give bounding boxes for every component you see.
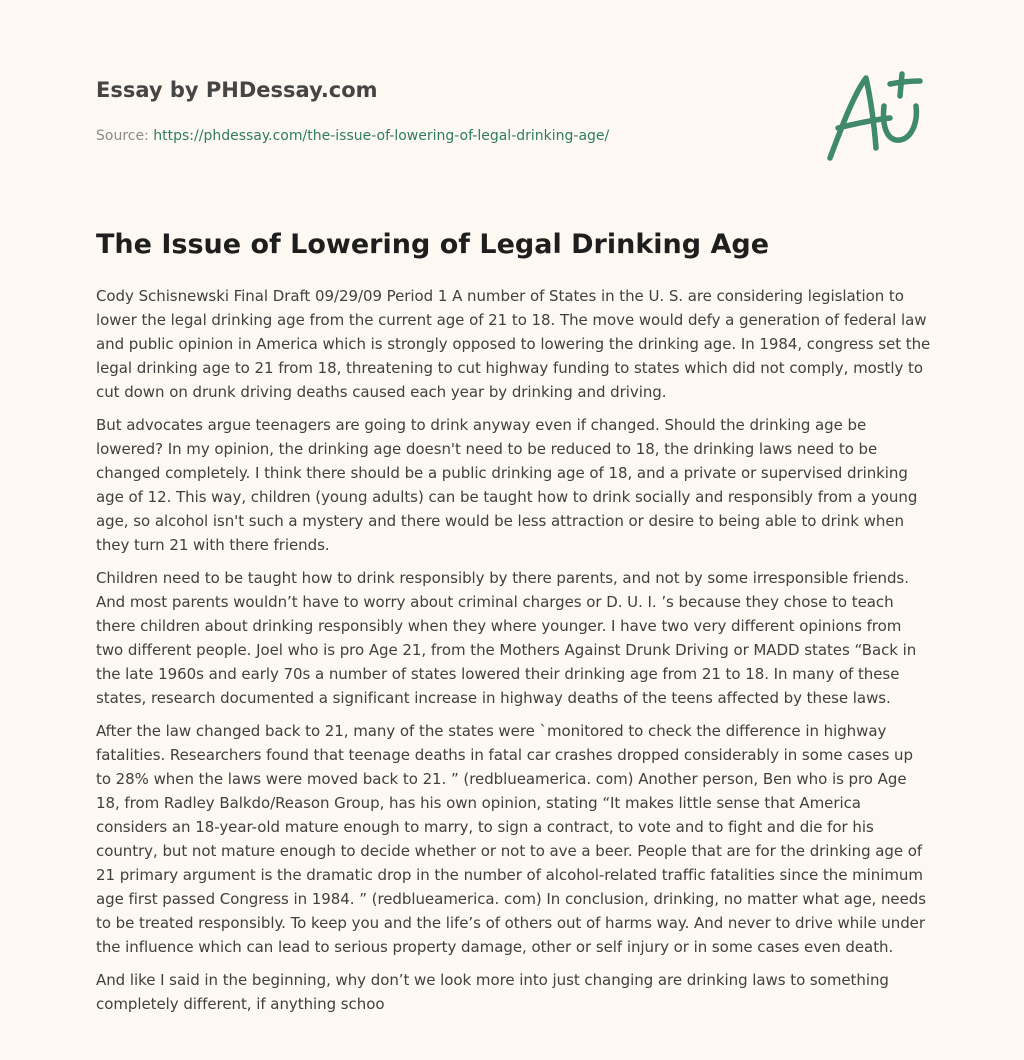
essay-body: [96, 284, 932, 1025]
source-link[interactable]: https://phdessay.com/the-issue-of-lowering-of-legal-drinking-age/: [153, 128, 610, 144]
essay-paragraph: After the law changed back to 21, many of the states were `monitored to check the difference in highway fatalities. Researchers found that teenage deaths in fatal car crashes dropped considerably in some cases up to 28% when the laws were moved back to 21. ” (redblueamerica. com) Another person, Ben who is pro Age 18, from Radley Balkdo/Reason Group, has his own opinion, stating “It makes little sense that America considers an 18-year-old mature enough to marry, to sign a contract, to vote and to fight and die for his country, but not mature enough to decide whether or not to ave a beer. People that are for the drinking age of 21 primary argument is the dramatic drop in the number of alcohol-related traffic fatalities since the minimum age first passed Congress in 1984. ” (redblueamerica. com) In conclusion, drinking, no matter what age, needs to be treated responsibly. To keep you and the life’s of others out of harms way. And never to drive while under the influence which can lead to serious property damage, other or self injury or in some cases even death.: [96, 722, 927, 956]
essay-paragraph: And like I said in the beginning, why don’t we look more into just changing are drinking laws to something completely different, if anything schoo: [96, 971, 889, 1013]
a-plus-logo-icon: [820, 66, 930, 166]
essay-paragraph: Children need to be taught how to drink responsibly by there parents, and not by some irresponsible friends. And most parents wouldn’t have to worry about criminal charges or D. U. I. ’s because they chose to teach there children about drinking responsibly when they where younger. I have two very different opinions from two different people. Joel who is pro Age 21, from the Mothers Against Drunk Driving or MADD states “Back in the late 1960s and early 70s a number of states lowered their drinking age from 21 to 18. In many of these states, research documented a significant increase in highway deaths of the teens affected by these laws.: [96, 569, 917, 707]
essay-paragraph: Cody Schisnewski Final Draft 09/29/09 Period 1 A number of States in the U. S. are considering legislation to lower the legal drinking age from the current age of 21 to 18. The move would defy a generation of federal law and public opinion in America which is strongly opposed to lowering the drinking age. In 1984, congress set the legal drinking age to 21 from 18, threatening to cut highway funding to states which did not comply, mostly to cut down on drunk driving deaths caused each year by drinking and driving.: [96, 287, 931, 401]
source-label: Source:: [96, 128, 149, 144]
site-brand: Essay by PHDessay.com: [96, 78, 378, 102]
essay-paragraph: But advocates argue teenagers are going to drink anyway even if changed. Should the drinking age be lowered? In my opinion, the drinking age doesn't need to be reduced to 18, the drinking laws need to be changed completely. I think there should be a public drinking age of 18, and a private or supervised drinking age of 12. This way, children (young adults) can be taught how to drink socially and responsibly from a young age, so alcohol isn't such a mystery and there would be less attraction or desire to being able to drink when they turn 21 with there friends.: [96, 416, 918, 554]
essay-header: [96, 76, 796, 146]
essay-title: The Issue of Lowering of Legal Drinking Age: [96, 229, 770, 260]
source-line: [96, 126, 796, 146]
